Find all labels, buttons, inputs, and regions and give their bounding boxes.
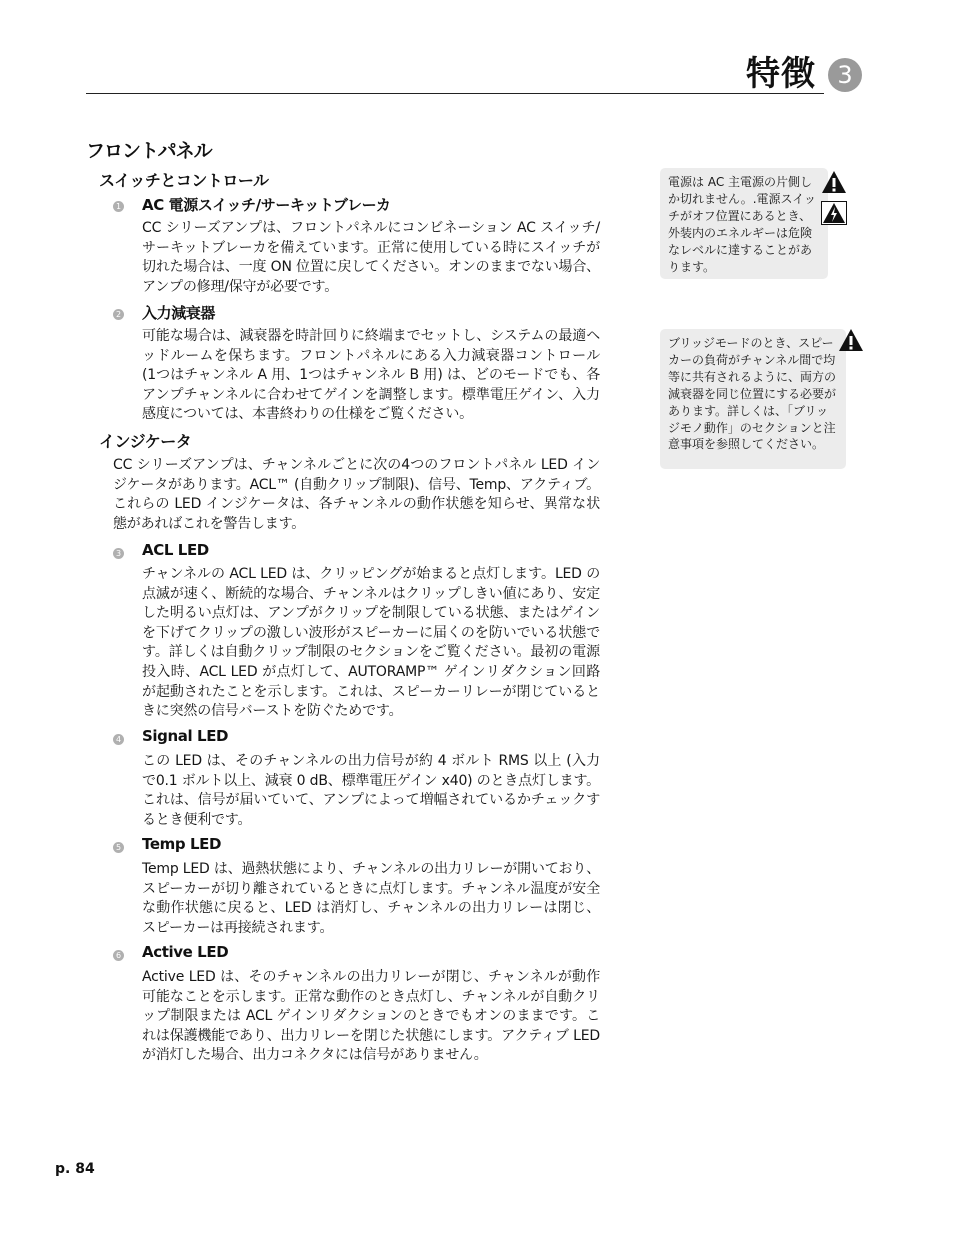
page-number: p. 84 [55, 1161, 95, 1177]
item-title-signal-led: Signal LED [142, 727, 229, 745]
warning-triangle-icon [838, 328, 864, 352]
item-body-active-led: Active LED は、そのチャンネルの出力リレーが閉じ、チャンネルが動作可能なことを示します。正常な動作のとき点灯し、チャンネルが自動クリップ制限または ACL ゲインリダクションのときでもオンのままです。これは保護機能であり、出力リレーを閉じた状態にします。アクティブ LED が消灯した場合、出力コネクタには信号がありません。 [142, 969, 600, 1064]
electric-shock-icon [821, 201, 847, 225]
caution-note-power [660, 168, 828, 279]
item-body-temp-led: Temp LED は、過熱状態により、チャンネルの出力リレーが開いており、スピーカーが切り離されているときに点灯します。チャンネル温度が安全な動作状態に戻ると、LED は消灯し、チャンネルの出力リレーは閉じ、スピーカーは再接続されます。 [142, 861, 600, 936]
chapter-number-badge: 3 [828, 58, 862, 92]
item-title-temp-led: Temp LED [142, 835, 222, 853]
section-title: フロントパネル [86, 140, 212, 162]
item-number-badge: 2 [113, 309, 124, 320]
item-title-acl-led: ACL LED [142, 541, 209, 559]
item-title-active-led: Active LED [142, 943, 229, 961]
item-title-input-attenuator: 入力減衰器 [142, 304, 216, 322]
caution-note-text: 電源は AC 主電源の片側しか切れません。.電源スイッチがオフ位置にあるとき、外装内のエネルギーは危険なレベルに達することがあります。 [668, 175, 817, 274]
item-body-acl-led: チャンネルの ACL LED は、クリッピングが始まると点灯します。LED の点滅が速く、断続的な場合、チャンネルはクリップしきい値にあり、安定した明るい点灯は、アンプがクリップを制限している状態、またはゲインを下げてクリップの激しい波形がスピーカーに届くのを防いでいる状態です。詳しくは自動クリップ制限のセクションをご覧ください。最初の電源投入時、ACL LED が点灯して、AUTORAMP™ ゲインリダクション回路が起動されたことを示します。これは、スピーカーリレーが閉じているときに突然の信号バーストを防ぐためです。 [142, 566, 600, 720]
item-body-ac-power-switch: CC シリーズアンプは、フロントパネルにコンビネーション AC スイッチ/サーキットブレーカを備えています。正常に使用している時にスイッチが切れた場合は、一度 ON 位置に戻してください。オンのままでない場合、アンプの修理/保守が必要です。 [142, 220, 600, 295]
item-number-badge: 3 [113, 548, 124, 559]
header-rule [86, 93, 824, 94]
item-number-badge: 1 [113, 201, 124, 212]
item-number-badge: 6 [113, 950, 124, 961]
item-number-badge: 4 [113, 734, 124, 745]
item-number-badge: 5 [113, 842, 124, 853]
chapter-title: 特徴 [746, 54, 816, 94]
caution-note-bridge [660, 329, 846, 469]
subsection-heading-switches: スイッチとコントロール [99, 171, 269, 190]
item-body-input-attenuator: 可能な場合は、減衰器を時計回りに終端までセットし、システムの最適ヘッドルームを保ちます。フロントパネルにある入力減衰器コントロール (1つはチャンネル A 用、1つはチャンネル B 用) は、どのモードでも、各アンプチャンネルに合わせてゲインを調整します。標準電圧ゲイン、入力感度については、本書終わりの仕様をご覧ください。 [142, 328, 600, 423]
warning-triangle-icon [821, 170, 847, 194]
item-title-ac-power-switch: AC 電源スイッチ/サーキットブレーカ [142, 196, 391, 214]
subsection-heading-indicators: インジケータ [99, 432, 192, 451]
item-body-signal-led: この LED は、そのチャンネルの出力信号が約 4 ボルト RMS 以上 (入力で0.1 ボルト以上、減衰 0 dB、標準電圧ゲイン x40) のとき点灯します。これは、信号が届いていて、アンプによって増幅されているかチェックするとき便利です。 [142, 753, 600, 828]
caution-note-text: ブリッジモードのとき、スピーカーの負荷がチャンネル間で均等に共有されるように、両方の減衰器を同じ位置にする必要があります。詳しくは、「ブリッジモノ動作」のセクションと注意事項を参照してください。 [668, 336, 837, 452]
indicators-intro: CC シリーズアンプは、チャンネルごとに次の4つのフロントパネル LED インジケータがあります。ACL™ (自動クリップ制限)、信号、Temp、アクティブ。これらの LED インジケータは、各チャンネルの動作状態を知らせ、異常な状態があればこれを警告します。 [113, 457, 600, 532]
